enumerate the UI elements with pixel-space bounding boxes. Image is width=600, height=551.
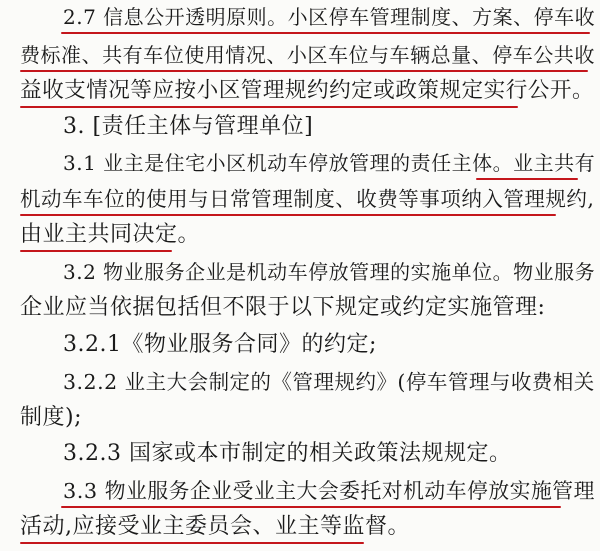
paragraph-3-1-line-2: 机动车车位的使用与日常管理制度、收费等事项纳入管理规约,: [20, 187, 595, 211]
red-underline: [61, 32, 590, 34]
paragraph-3-3-line-2: 活动,应接受业主委员会、业主等监督。: [20, 514, 410, 539]
paragraph-3-2-line-2: 企业应当依据包括但不限于以下规定或约定实施管理:: [20, 295, 546, 320]
paragraph-3-2-2-line-1: 3.2.2 业主大会制定的《管理规约》(停车管理与收费相关: [63, 370, 595, 394]
paragraph-3-2-1: 3.2.1《物业服务合同》的约定;: [63, 332, 377, 357]
paragraph-3-2-2-line-2: 制度);: [20, 405, 82, 430]
paragraph-2-7-line-3: 益收支情况等应按小区管理规约约定或政策规定实行公开。: [20, 78, 595, 103]
paragraph-3-1-line-3: 由业主共同决定。: [20, 222, 201, 247]
red-underline: [61, 506, 561, 508]
red-underline: [20, 250, 172, 252]
paragraph-3-3-line-1: 3.3 物业服务企业受业主大会委托对机动车停放实施管理: [63, 479, 595, 503]
red-underline: [20, 70, 588, 72]
red-underline: [20, 542, 364, 544]
paragraph-3-1-line-1: 3.1 业主是住宅小区机动车停放管理的责任主体。业主共有: [63, 151, 596, 175]
paragraph-2-7-line-1: 2.7 信息公开透明原则。小区停车管理制度、方案、停车收: [63, 5, 596, 29]
paragraph-3-2-3: 3.2.3 国家或本市制定的相关政策法规规定。: [63, 441, 512, 466]
red-underline: [20, 214, 556, 216]
red-underline: [20, 106, 518, 108]
section-3-heading: 3. [责任主体与管理单位]: [63, 114, 314, 139]
paragraph-2-7-line-2: 费标准、共有车位使用情况、小区车位与车辆总量、停车公共收: [20, 43, 595, 67]
paragraph-3-2-line-1: 3.2 物业服务企业是机动车停放管理的实施单位。物业服务: [63, 260, 596, 284]
red-underline: [476, 178, 578, 180]
